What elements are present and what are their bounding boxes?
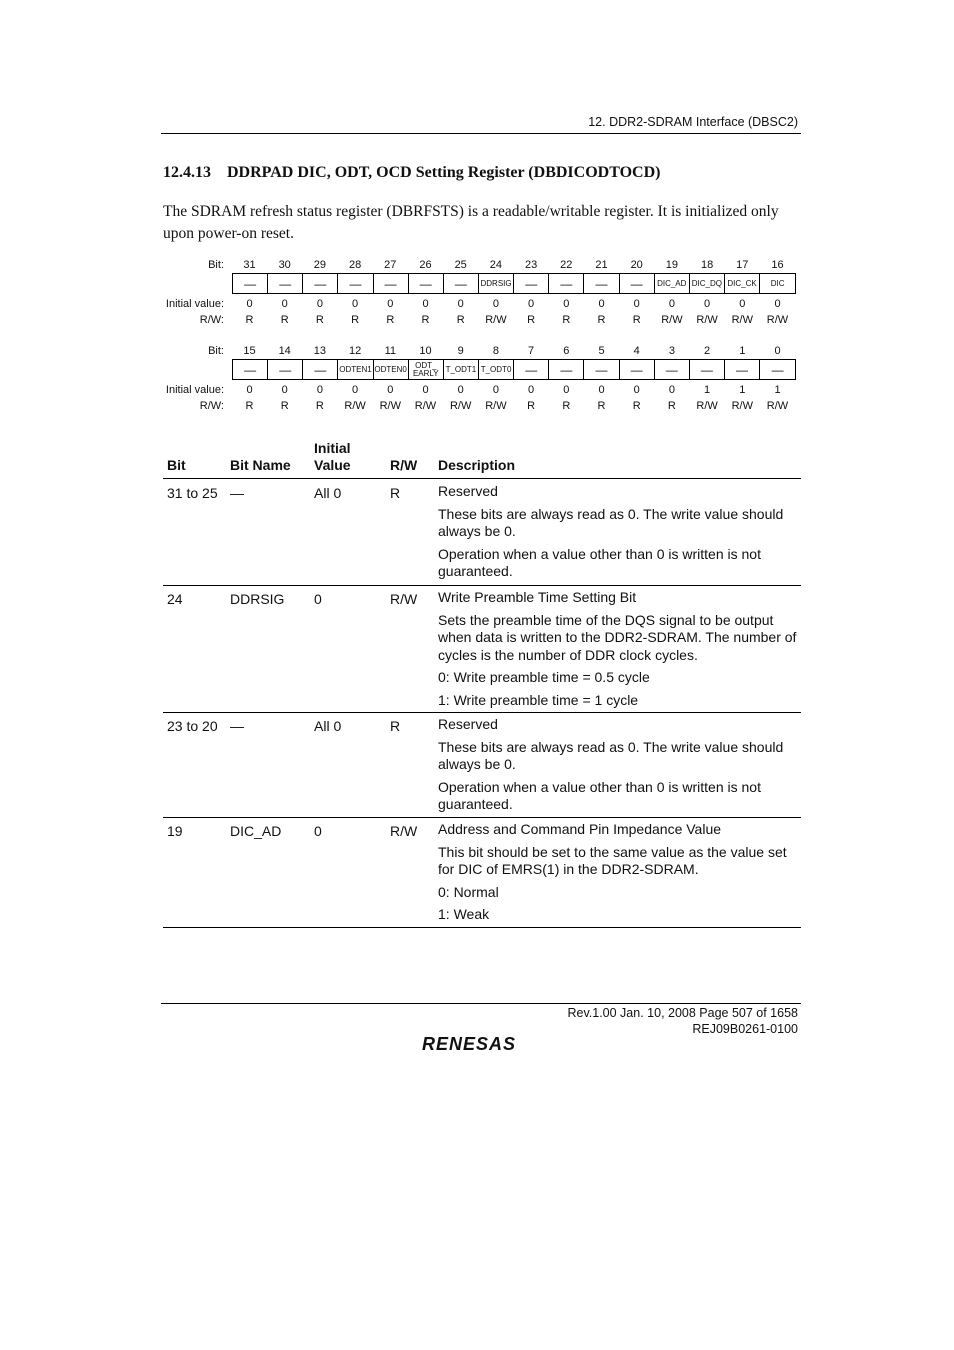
- bit-name-cell: —: [374, 274, 409, 293]
- row-rw: R: [390, 718, 401, 734]
- page-header: 12. DDR2-SDRAM Interface (DBSC2): [588, 115, 798, 129]
- bit-name-cell: —: [303, 360, 338, 379]
- header-description: Description: [438, 457, 516, 473]
- table-header: [163, 440, 801, 479]
- row-description: [438, 821, 800, 929]
- bit-number: 28: [348, 259, 362, 271]
- bit-name-wrap: [413, 362, 439, 378]
- bit-initial-value: 0: [387, 298, 394, 310]
- bit-rw: R/W: [485, 400, 507, 412]
- bit-initial-value: 0: [668, 384, 675, 396]
- row-bit: 19: [167, 823, 183, 839]
- bit-initial-value: 0: [492, 384, 499, 396]
- bit-initial-value: 0: [457, 298, 464, 310]
- bit-rw: R: [245, 400, 254, 412]
- row-bit-name: DIC_AD: [230, 823, 282, 839]
- bit-name-cell: ODTEN1: [338, 360, 373, 379]
- bit-number: 7: [528, 345, 535, 357]
- bit-name-cell: —: [233, 360, 268, 379]
- table-row: [163, 817, 801, 928]
- description-paragraph: Reserved: [438, 716, 498, 732]
- bit-number: 21: [595, 259, 608, 271]
- bit-name-cell: DDRSIG: [479, 274, 514, 293]
- bit-number: 22: [560, 259, 573, 271]
- bit-rw: R: [315, 400, 324, 412]
- bit-rw: R/W: [485, 314, 507, 326]
- register-box: [232, 273, 796, 294]
- description-paragraph: Operation when a value other than 0 is written is not guaranteed.: [438, 545, 761, 579]
- bit-number: 31: [243, 259, 256, 271]
- footer-rule: [161, 1003, 801, 1004]
- description-paragraph: 0: Write preamble time = 0.5 cycle: [438, 669, 650, 685]
- bit-initial-value: 0: [422, 384, 429, 396]
- bit-label: Bit:: [208, 259, 224, 271]
- bit-name-text: EARLY: [412, 368, 439, 378]
- bit-number: 13: [313, 345, 327, 357]
- bit-number: 5: [598, 345, 605, 357]
- row-bit-name: DDRSIG: [230, 591, 285, 607]
- description-paragraph: These bits are always read as 0. The write value should always be 0.: [438, 738, 784, 772]
- bit-name-cell: —: [655, 360, 690, 379]
- bit-name-cell: —: [268, 360, 303, 379]
- bit-number: 14: [278, 345, 291, 357]
- bit-name-cell: —: [620, 360, 655, 379]
- bit-initial-value: 0: [316, 384, 323, 396]
- bit-initial-value: 0: [563, 384, 570, 396]
- bit-name-text: ODT_: [415, 360, 437, 370]
- bit-rw: R/W: [379, 400, 401, 412]
- bit-initial-value: 0: [352, 384, 359, 396]
- row-initial-value: All 0: [314, 485, 342, 501]
- bit-number: 16: [771, 259, 784, 271]
- bit-initial-value: 0: [281, 384, 288, 396]
- bit-initial-value: 0: [668, 298, 675, 310]
- bit-rw: R: [562, 314, 571, 326]
- bit-number: 27: [384, 259, 397, 271]
- section-title: [163, 164, 660, 182]
- bit-number: 17: [736, 259, 749, 271]
- description-paragraph: These bits are always read as 0. The write value should always be 0.: [438, 505, 784, 539]
- bit-name-cell: DIC_DQ: [690, 274, 725, 293]
- description-paragraph: Write Preamble Time Setting Bit: [438, 589, 637, 605]
- table-row: [163, 479, 801, 586]
- row-bit: 31 to 25: [167, 485, 218, 501]
- bit-name-cell: —: [303, 274, 338, 293]
- bit-number: 3: [668, 345, 675, 357]
- bit-rw: R: [562, 400, 571, 412]
- bit-number: 10: [419, 345, 432, 357]
- bit-initial-value: 0: [598, 298, 605, 310]
- bit-number: 12: [348, 345, 362, 357]
- bit-initial-value: 0: [598, 384, 605, 396]
- bit-initial-value: 0: [492, 298, 499, 310]
- bit-rw: R/W: [696, 314, 718, 326]
- row-rw: R/W: [390, 823, 418, 839]
- description-paragraph: Reserved: [438, 483, 498, 499]
- bit-initial-value: 0: [563, 298, 570, 310]
- header-bit: Bit: [167, 457, 186, 473]
- bit-name-cell: T_ODT0: [479, 360, 514, 379]
- bit-rw: R: [280, 314, 289, 326]
- description-paragraph: Operation when a value other than 0 is written is not guaranteed.: [438, 778, 761, 812]
- bit-rw: R/W: [344, 400, 366, 412]
- bit-rw: R/W: [449, 400, 472, 412]
- bit-initial-value: 0: [246, 298, 253, 310]
- bit-rw: R: [597, 400, 606, 412]
- bit-name-cell: DIC_AD: [655, 274, 690, 293]
- bit-rw: R: [667, 400, 676, 412]
- bit-name-cell: —: [409, 274, 444, 293]
- bit-name-cell: —: [725, 360, 760, 379]
- bit-name-cell: T_ODT1: [444, 360, 479, 379]
- bit-number: 8: [492, 345, 499, 357]
- bit-name-cell: —: [514, 274, 549, 293]
- bit-rw: R: [421, 314, 430, 326]
- register-box: [232, 359, 796, 380]
- bit-initial-value: 0: [528, 298, 535, 310]
- header-bit-name: Bit Name: [230, 457, 291, 473]
- bit-rw: R: [632, 314, 641, 326]
- bit-number: 4: [633, 345, 640, 357]
- bit-number: 11: [384, 345, 396, 357]
- bit-name-cell: —: [338, 274, 373, 293]
- svg-text:RENESAS: RENESAS: [422, 1034, 517, 1054]
- bit-initial-value: 0: [387, 384, 394, 396]
- bit-name-cell: —: [549, 274, 584, 293]
- bit-initial-value: 0: [633, 298, 640, 310]
- bit-initial-value: 0: [739, 298, 746, 310]
- bit-number: 1: [739, 345, 746, 357]
- bit-name-cell: —: [584, 360, 619, 379]
- row-bit: 24: [167, 591, 183, 607]
- bit-name-cell: DIC: [770, 278, 785, 288]
- bit-name-cell: —: [690, 360, 725, 379]
- bit-number: 29: [313, 259, 327, 271]
- bit-name-cell: —: [620, 274, 655, 293]
- bit-rw: R: [632, 400, 641, 412]
- bit-rw: R/W: [731, 400, 753, 412]
- bit-name-cell: —: [444, 274, 479, 293]
- bit-number: 23: [524, 259, 538, 271]
- footer-doc-number: REJ09B0261-0100: [692, 1021, 798, 1036]
- header-rw: R/W: [390, 457, 418, 473]
- bit-rw: R/W: [731, 314, 753, 326]
- bit-name-cell: —: [549, 360, 584, 379]
- bit-number: 2: [704, 345, 711, 357]
- bit-initial-value: 0: [774, 298, 781, 310]
- bit-rw: R/W: [766, 400, 789, 412]
- bit-initial-value: 1: [774, 384, 781, 396]
- bit-number: 26: [419, 259, 432, 271]
- footer-revision: Rev.1.00 Jan. 10, 2008 Page 507 of 1658: [567, 1006, 798, 1020]
- rw-label: R/W:: [199, 314, 224, 326]
- bit-initial-value: 0: [704, 298, 711, 310]
- description-paragraph: 0: Normal: [438, 883, 499, 900]
- bit-rw: R: [315, 314, 324, 326]
- renesas-logo: [422, 1033, 542, 1055]
- bit-rw: R/W: [696, 400, 718, 412]
- bit-initial-value: 0: [352, 298, 359, 310]
- table-row: [163, 712, 801, 818]
- bit-name-cell: —: [584, 274, 619, 293]
- bit-rw: R: [351, 314, 360, 326]
- bit-initial-value: 0: [246, 384, 253, 396]
- bit-rw: R: [386, 314, 395, 326]
- section-heading: DDRPAD DIC, ODT, OCD Setting Register (DBDICODTOCD): [227, 164, 661, 181]
- row-initial-value: All 0: [314, 718, 342, 734]
- row-initial-value: 0: [314, 591, 322, 607]
- row-bit: 23 to 20: [167, 718, 218, 734]
- bit-rw: R: [280, 400, 289, 412]
- description-paragraph: 1: Write preamble time = 1 cycle: [438, 691, 639, 708]
- bit-rw: R: [527, 400, 536, 412]
- bit-initial-value: 1: [739, 384, 746, 396]
- bit-rw: R: [245, 314, 254, 326]
- bit-initial-value: 0: [422, 298, 429, 310]
- description-paragraph: 1: Weak: [438, 906, 490, 922]
- bit-number: 19: [665, 259, 679, 271]
- bit-number: 6: [563, 345, 570, 357]
- bit-number: 15: [243, 345, 256, 357]
- row-bit-name: —: [230, 718, 244, 734]
- bit-name-cell: —: [233, 274, 268, 293]
- bit-name-cell: —: [514, 360, 549, 379]
- bit-name-cell: —: [771, 362, 784, 377]
- header-initial-value: Initial Value: [314, 440, 351, 473]
- initial-value-label: Initial value:: [165, 384, 224, 396]
- description-paragraph: Address and Command Pin Impedance Value: [438, 821, 722, 837]
- bit-label: Bit:: [208, 345, 224, 357]
- bit-number: 20: [630, 259, 643, 271]
- table-row: [163, 585, 801, 713]
- bit-rw: R: [527, 314, 536, 326]
- row-description: [438, 589, 800, 714]
- bit-name-cell: DIC_CK: [725, 274, 760, 293]
- bit-initial-value: 0: [457, 384, 464, 396]
- initial-value-label: Initial value:: [165, 298, 224, 310]
- bit-number: 9: [457, 345, 464, 357]
- bit-name-cell: ODTEN0: [374, 360, 409, 379]
- bit-rw: R/W: [414, 400, 437, 412]
- bit-number: 0: [774, 345, 781, 357]
- header-rule: [161, 133, 801, 134]
- bit-number: 30: [278, 259, 291, 271]
- bit-name-cell: [409, 360, 444, 379]
- row-description: [438, 483, 800, 586]
- bit-number: 25: [454, 259, 467, 271]
- bit-rw: R: [456, 314, 465, 326]
- bit-initial-value: 1: [704, 384, 711, 396]
- bit-rw: R/W: [766, 314, 789, 326]
- bit-number: 18: [700, 259, 714, 271]
- row-initial-value: 0: [314, 823, 322, 839]
- row-bit-name: —: [230, 485, 244, 501]
- bit-initial-value: 0: [316, 298, 323, 310]
- bit-initial-value: 0: [281, 298, 288, 310]
- bit-rw: R/W: [661, 314, 683, 326]
- row-rw: R: [390, 485, 401, 501]
- rw-label: R/W:: [199, 400, 224, 412]
- row-rw: R/W: [390, 591, 418, 607]
- row-description: [438, 716, 800, 819]
- bit-number: 24: [489, 259, 503, 271]
- bit-rw: R: [597, 314, 606, 326]
- description-paragraph: Sets the preamble time of the DQS signal to be output when data is written to the DDR2-SDRAM. The number of cycles is the number of DDR clock cycles.: [438, 611, 797, 663]
- bit-name-cell: —: [268, 274, 303, 293]
- description-paragraph: This bit should be set to the same value as the value set for DIC of EMRS(1) in the DDR2-SDRAM.: [438, 843, 787, 877]
- section-number: 12.4.13: [163, 164, 211, 181]
- bit-initial-value: 0: [528, 384, 535, 396]
- footer: [567, 1006, 798, 1037]
- bit-initial-value: 0: [633, 384, 640, 396]
- intro-paragraph: The SDRAM refresh status register (DBRFSTS) is a readable/writable register. It is initialized only upon power-on reset.: [163, 203, 779, 242]
